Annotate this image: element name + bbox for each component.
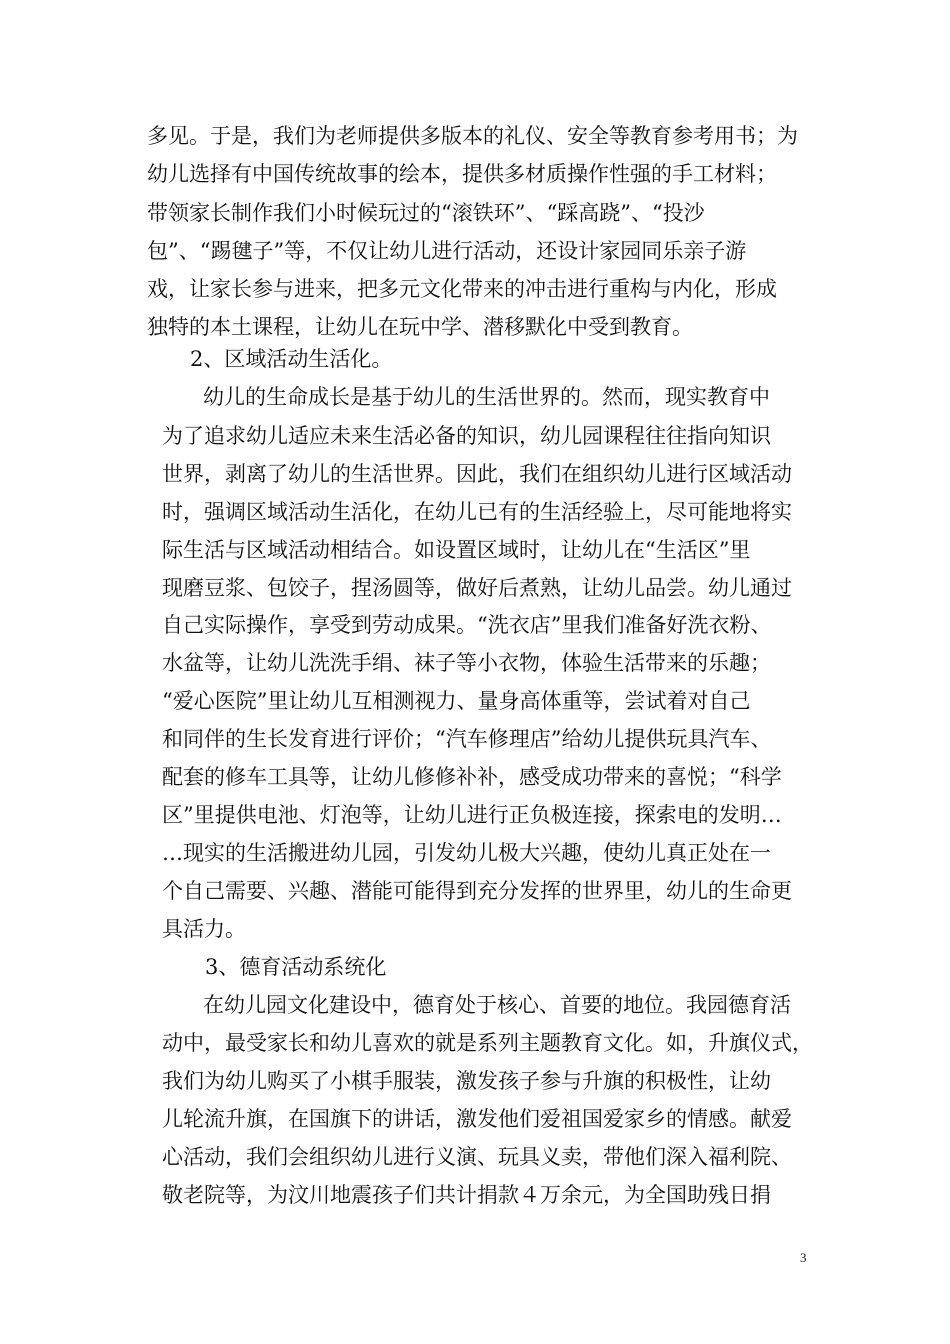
text-line: 个自己需要、兴趣、潜能可能得到充分发挥的世界里，幼儿的生命更 — [162, 879, 792, 903]
text-line: 配套的修车工具等，让幼儿修修补补，感受成功带来的喜悦；“科学 — [162, 765, 782, 789]
text-line: …现实的生活搬进幼儿园，引发幼儿极大兴趣，使幼儿真正处在一 — [162, 841, 771, 865]
text-line: 戏，让家长参与进来，把多元文化带来的冲击进行重构与内化，形成 — [147, 277, 777, 301]
text-line: 心活动，我们会组织幼儿进行义演、玩具义卖，带他们深入福利院、 — [162, 1145, 792, 1169]
text-line: 时，强调区域活动生活化，在幼儿已有的生活经验上，尽可能地将实 — [162, 500, 792, 524]
section-heading: 3、德育活动系统化 — [205, 955, 387, 979]
text-line: 我们为幼儿购买了小棋手服装，激发孩子参与升旗的积极性，让幼 — [162, 1069, 771, 1093]
text-line: 世界，剥离了幼儿的生活世界。因此，我们在组织幼儿进行区域活动 — [162, 462, 792, 486]
text-line: 多见。于是，我们为老师提供多版本的礼仪、安全等教育参考用书；为 — [147, 124, 798, 148]
text-line: 和同伴的生长发育进行评价；“汽车修理店”给幼儿提供玩具汽车、 — [162, 727, 772, 751]
text-line: 为了追求幼儿适应未来生活必备的知识，幼儿园课程往往指向知识 — [162, 424, 771, 448]
text-line: 现磨豆浆、包饺子，捏汤圆等，做好后煮熟，让幼儿品尝。幼儿通过 — [162, 576, 792, 600]
text-line: 敬老院等，为汶川地震孩子们共计捐款４万余元，为全国助残日捐 — [162, 1183, 771, 1207]
text-line: 幼儿选择有中国传统故事的绘本，提供多材质操作性强的手工材料； — [147, 162, 777, 186]
text-line: 动中，最受家长和幼儿喜欢的就是系列主题教育文化。如，升旗仪式， — [162, 1031, 813, 1055]
section-heading: 2、区域活动生活化。 — [190, 347, 393, 371]
text-line: 区”里提供电池、灯泡等，让幼儿进行正负极连接，探索电的发明… — [162, 803, 782, 827]
text-line: 带领家长制作我们小时候玩过的“滚铁环”、“踩高跷”、“投沙 — [147, 201, 705, 225]
page-number: 3 — [800, 1250, 807, 1265]
text-line: 自己实际操作，享受到劳动成果。“洗衣店”里我们准备好洗衣粉、 — [162, 613, 772, 637]
text-line: 际生活与区域活动相结合。如设置区域时，让幼儿在“生活区”里 — [162, 538, 751, 562]
text-line: 水盆等，让幼儿洗洗手绢、袜子等小衣物，体验生活带来的乐趣； — [162, 651, 771, 675]
text-line: 包”、“踢毽子”等，不仅让幼儿进行活动，还设计家园同乐亲子游 — [147, 239, 747, 263]
text-line: 儿轮流升旗，在国旗下的讲话，激发他们爱祖国爱家乡的情感。献爱 — [162, 1107, 792, 1131]
text-line: 在幼儿园文化建设中，德育处于核心、首要的地位。我园德育活 — [203, 993, 791, 1017]
text-line: 独特的本土课程，让幼儿在玩中学、潜移默化中受到教育。 — [147, 315, 693, 339]
text-line: “爱心医院”里让幼儿互相测视力、量身高体重等，尝试着对自己 — [162, 689, 751, 713]
text-line: 具活力。 — [162, 917, 246, 941]
text-line: 幼儿的生命成长是基于幼儿的生活世界的。然而，现实教育中 — [203, 385, 770, 409]
